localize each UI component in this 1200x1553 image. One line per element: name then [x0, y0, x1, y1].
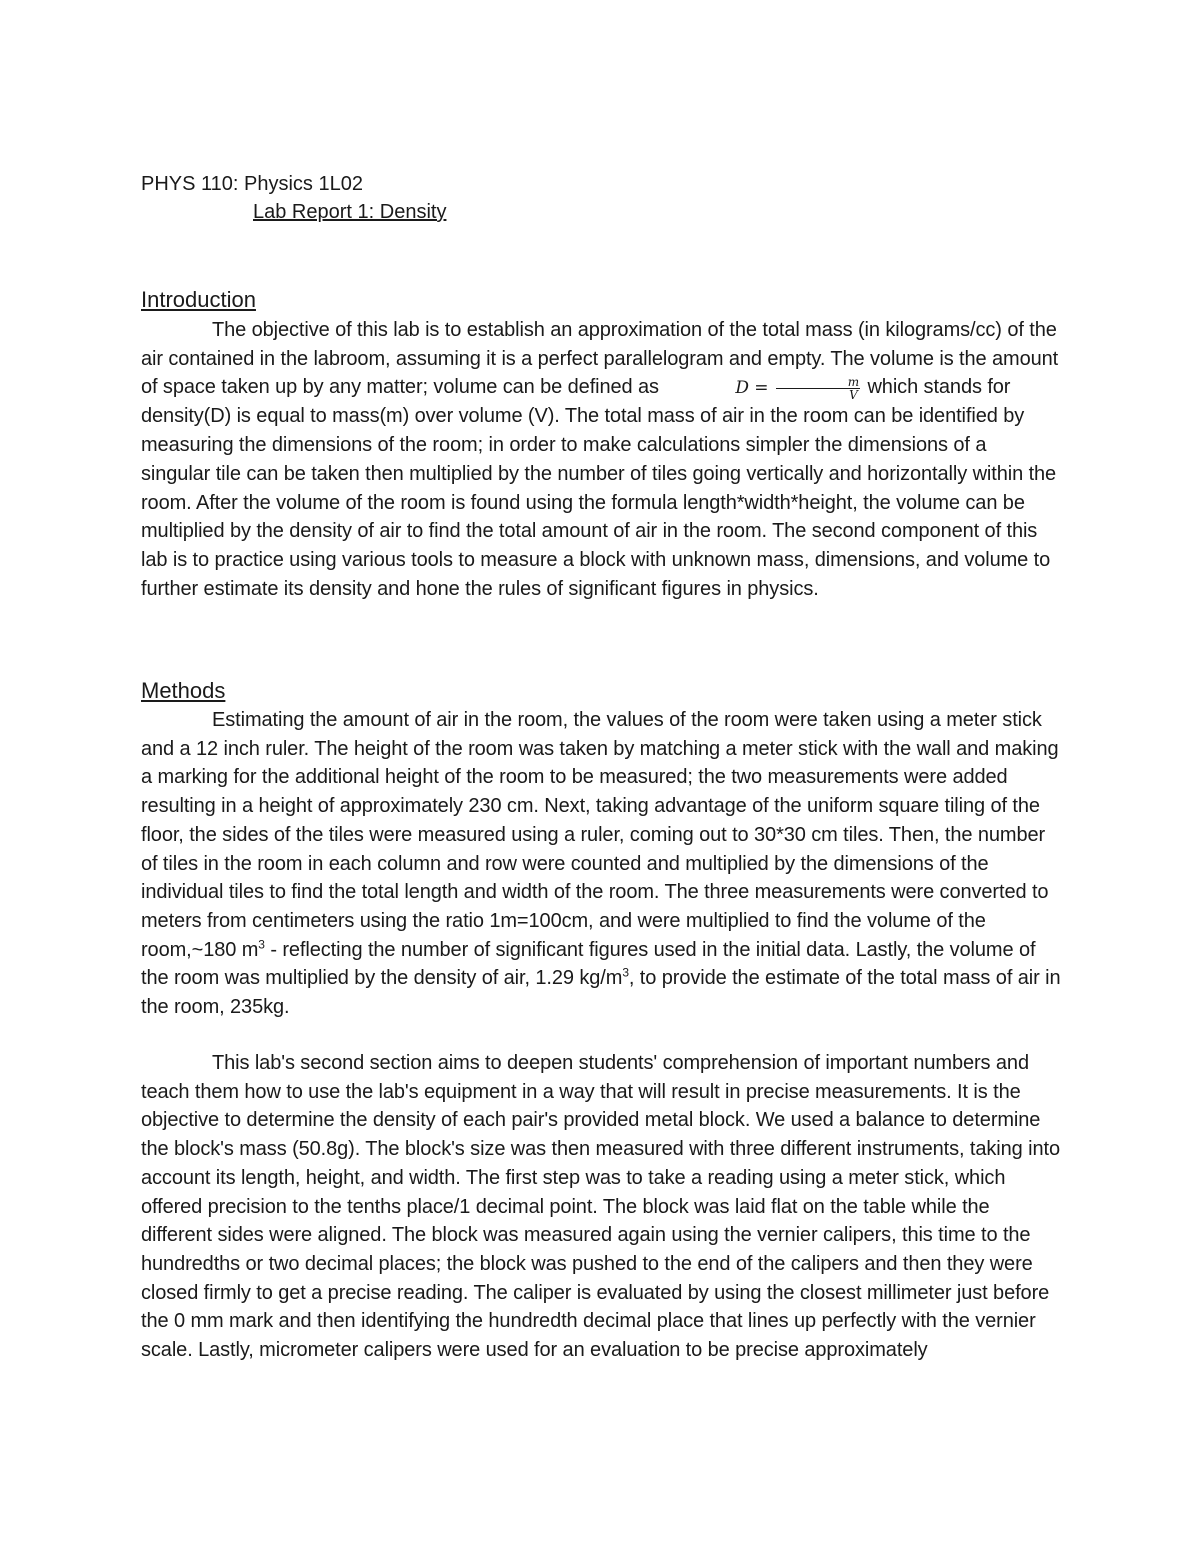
- methods-text-part-2: - reflecting the number of significant figures used in the initial data. Lastly, the volume of the room was multiplied by the density of air, 1.29 kg/m: [141, 938, 1036, 990]
- methods-text-part-3: , to provide the estimate of the total mass of air in the room, 235kg.: [141, 967, 1061, 1019]
- methods-text-part-1: Estimating the amount of air in the room, the values of the room were taken using a meter stick and a 12 inch ruler. The height of the room was taken by matching a meter stick with the wall and making a marking for the additional height of the room to be measured; the two measurements were added resulting in a height of approximately 230 cm. Next, taking advantage of the uniform square tiling of the floor, the sides of the tiles were measured using a ruler, coming out to 30*30 cm tiles. Then, the number of tiles in the room in each column and row were counted and multiplied by the dimensions of the individual tiles to find the total length and width of the room. The three measurements were converted to meters from centimeters using the ratio 1m=100cm, and were multiplied to find the volume of the room,~180 m: [141, 709, 1059, 961]
- methods-heading: Methods: [141, 678, 226, 703]
- methods-paragraph-1: [141, 706, 1061, 1022]
- introduction-paragraph: [141, 316, 1061, 603]
- equation-equals: =: [748, 377, 774, 398]
- report-title: Lab Report 1: Density: [253, 201, 447, 223]
- methods-paragraph-2: This lab's second section aims to deepen students' comprehension of important numbers and teach them how to use the lab's equipment in a way that will result in precise measurements. It is the objective to determine the density of each pair's provided metal block. We used a balance to determine the block's mass (50.8g). The block's size was then measured with three different instruments, taking into account its length, height, and width. The first step was to take a reading using a meter stick, which offered precision to the tenths place/1 decimal point. The block was laid flat on the table while the different sides were aligned. The block was measured again using the vernier calipers, this time to the hundredths or two decimal places; the block was pushed to the end of the calipers and then they were closed firmly to get a precise reading. The caliper is evaluated by using the closest millimeter just before the 0 mm mark and then identifying the hundredth decimal place that lines up perfectly with the vernier scale. Lastly, micrometer calipers were used for an evaluation to be precise approximately: [141, 1052, 1060, 1362]
- intro-text-part-2: which stands for density(D) is equal to mass(m) over volume (V). The total mass of air in the room can be identified by measuring the dimensions of the room; in order to make calculations simpler the dimensions of a singular tile can be taken then multiplied by the number of tiles going vertically and horizontally within the room. After the volume of the room is found using the formula length*width*height, the volume can be multiplied by the density of air to find the total amount of air in the room. The second component of this lab is to practice using various tools to measure a block with unknown mass, dimensions, and volume to further estimate its density and hone the rules of significant figures in physics.: [141, 376, 1057, 600]
- introduction-heading: Introduction: [141, 287, 256, 312]
- equation-lhs: D: [735, 377, 749, 398]
- density-equation: [664, 374, 862, 403]
- equation-fraction: [776, 376, 860, 401]
- superscript-3: 3: [258, 936, 265, 951]
- course-title: PHYS 110: Physics 1L02: [141, 173, 363, 195]
- intro-text-part-1: The objective of this lab is to establish an approximation of the total mass (in kilograms/cc) of the air contained in the labroom, assuming it is a perfect parallelogram and empty. The volume is the amount of space taken up by any matter; volume can be defined as: [141, 319, 1059, 399]
- equation-numerator: m: [776, 376, 860, 389]
- equation-denominator: V: [849, 387, 858, 402]
- superscript-3: 3: [622, 965, 629, 980]
